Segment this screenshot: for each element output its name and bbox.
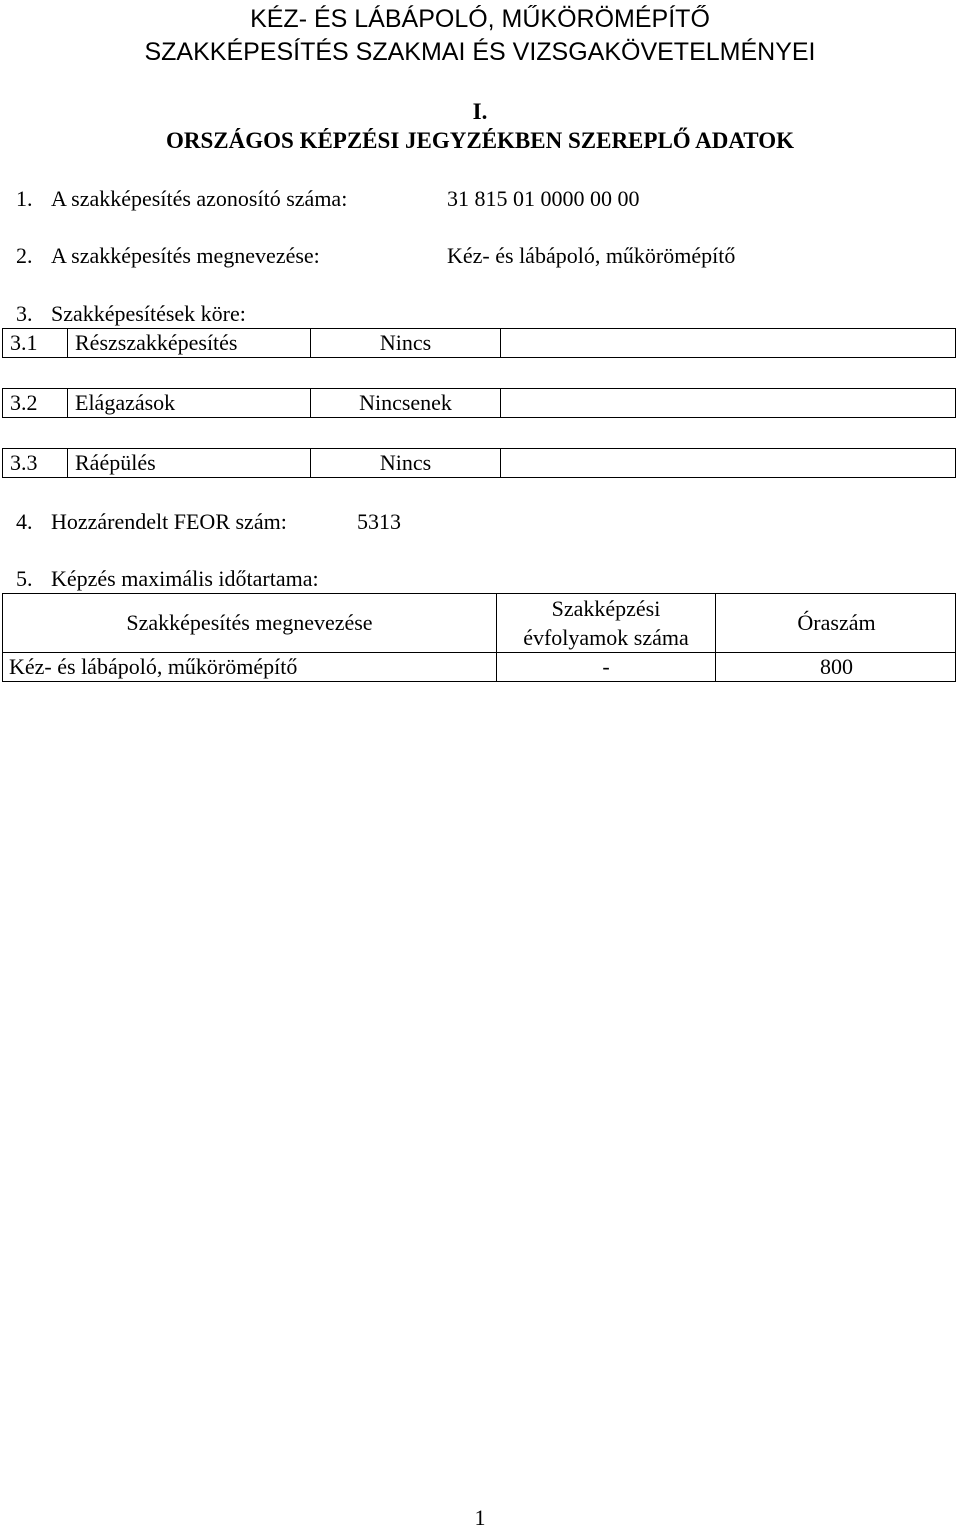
cell-hours: 800 [820, 653, 853, 679]
header-qualification-name: Szakképesítés megnevezése [126, 610, 373, 635]
section-number: I. [472, 99, 488, 124]
page-number: 1 [474, 1505, 486, 1530]
scope-row-value: Nincs [311, 329, 501, 357]
scope-row-label: Részszakképesítés [68, 329, 311, 357]
header-grades-line-2: évfolyamok száma [523, 625, 689, 650]
header-grades [496, 594, 716, 652]
document-title-line-1: KÉZ- ÉS LÁBÁPOLÓ, MŰKÖRÖMÉPÍTŐ [250, 5, 710, 33]
document-title-line-2: SZAKKÉPESÍTÉS SZAKMAI ÉS VIZSGAKÖVETELMÉNYEI [144, 38, 816, 66]
item-number: 3. [16, 301, 33, 326]
scope-row-label: Ráépülés [68, 449, 311, 477]
item-label: Hozzárendelt FEOR szám: [51, 509, 287, 534]
item-number: 5. [16, 566, 33, 591]
item-number: 1. [16, 186, 33, 211]
header-hours: Óraszám [797, 610, 876, 635]
item-number: 2. [16, 243, 33, 268]
item-value: Kéz- és lábápoló, műkörömépítő [447, 243, 736, 268]
section-title: ORSZÁGOS KÉPZÉSI JEGYZÉKBEN SZEREPLŐ ADATOK [166, 128, 794, 153]
header-grades-line-1: Szakképzési [551, 596, 661, 621]
scope-row-value: Nincsenek [311, 389, 501, 417]
scope-row-value: Nincs [311, 449, 501, 477]
scope-row-branches [2, 388, 956, 418]
item-value: 5313 [357, 509, 401, 534]
item-label: Képzés maximális időtartama: [51, 566, 319, 591]
item-label: A szakképesítés megnevezése: [51, 243, 320, 268]
cell-qualification-name: Kéz- és lábápoló, műkörömépítő [9, 653, 298, 679]
duration-table [2, 593, 956, 682]
scope-row-number: 3.2 [3, 389, 68, 417]
scope-row-number: 3.1 [3, 329, 68, 357]
item-value: 31 815 01 0000 00 00 [447, 186, 640, 211]
scope-row-extension [2, 448, 956, 478]
item-label: A szakképesítés azonosító száma: [51, 186, 348, 211]
scope-row-number: 3.3 [3, 449, 68, 477]
item-label: Szakképesítések köre: [51, 301, 246, 326]
item-number: 4. [16, 509, 33, 534]
scope-row-label: Elágazások [68, 389, 311, 417]
cell-grades: - [602, 653, 610, 679]
scope-row-partial-qualification [2, 328, 956, 358]
